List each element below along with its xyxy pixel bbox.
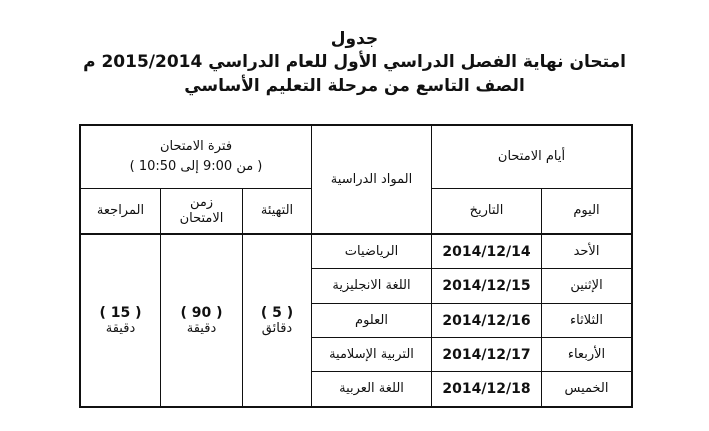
header-date: التاريخ (469, 203, 504, 218)
prep-merged-cell (243, 235, 311, 406)
header-period-title: فترة الامتحان (159, 139, 233, 154)
row-4-subject: التربية الإسلامية (329, 346, 414, 362)
row-1-day: الأحد (573, 243, 600, 259)
header-prep: التهيئة (260, 203, 294, 218)
header-period-time: ( من 9:00 إلى 10:50 ) (129, 159, 263, 174)
review-merged-cell (81, 235, 160, 406)
duration-unit: دقيقة (186, 320, 217, 336)
review-unit: دقيقة (105, 320, 136, 336)
header-review: المراجعة (96, 203, 145, 218)
row-1-date: 2014/12/14 (442, 243, 531, 260)
exam-title: امتحان نهاية الفصل الدراسي الأول للعام الدراسي 2015/2014 م (83, 52, 626, 72)
row-4-day: الأربعاء (567, 346, 606, 362)
header-period (81, 126, 311, 188)
table-border-bottom (79, 406, 633, 408)
row-2-date: 2014/12/15 (442, 278, 531, 294)
row-4-date: 2014/12/17 (442, 346, 531, 363)
duration-merged-cell (161, 235, 242, 406)
header-days-group: أيام الامتحان (497, 149, 566, 164)
row-5-day: الخميس (564, 381, 609, 396)
row-5-date: 2014/12/18 (442, 381, 531, 397)
review-value: ( 15 ) (99, 304, 142, 321)
grade-title: الصف التاسع من مرحلة التعليم الأساسي (184, 76, 525, 96)
row-5-subject: اللغة العربية (339, 381, 404, 396)
row-3-day: الثلاثاء (570, 312, 603, 328)
row-2-subject: اللغة الانجليزية (332, 278, 411, 293)
row-2-day: الإثنين (570, 278, 603, 293)
header-day: اليوم (573, 203, 600, 218)
row-3-date: 2014/12/16 (442, 312, 531, 329)
header-duration (161, 189, 242, 233)
page-title: جدول (330, 29, 379, 49)
row-1-subject: الرياضيات (344, 243, 399, 259)
duration-value: ( 90 ) (180, 304, 223, 321)
header-duration-line1: زمن (189, 195, 214, 210)
header-duration-line2: الامتحان (179, 211, 224, 226)
header-subjects: المواد الدراسية (330, 171, 413, 187)
prep-unit: دقائق (261, 320, 293, 336)
table-border-right (631, 124, 633, 408)
prep-value: ( 5 ) (260, 304, 294, 321)
row-3-subject: العلوم (355, 312, 388, 328)
